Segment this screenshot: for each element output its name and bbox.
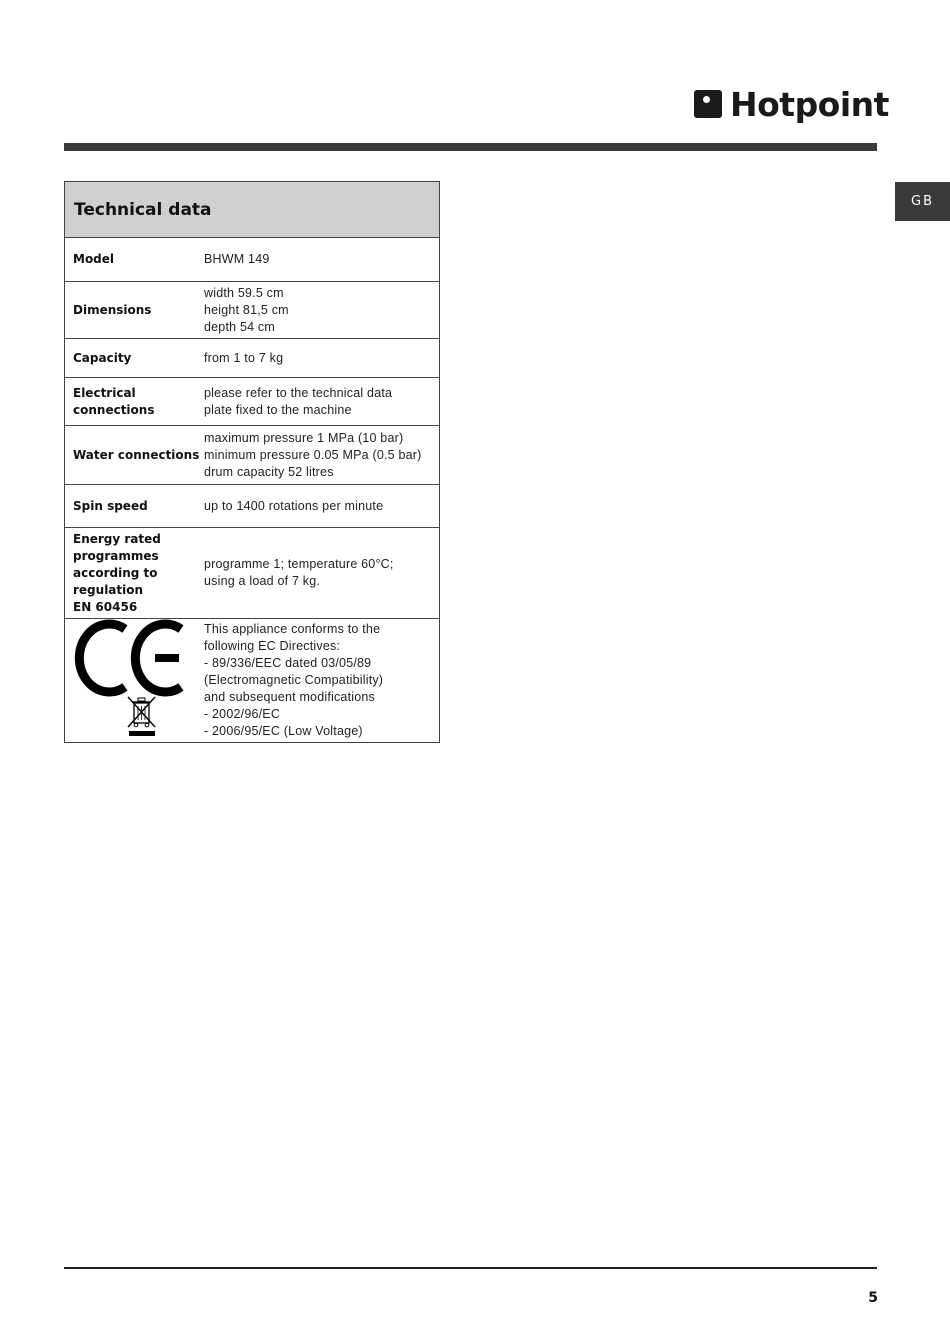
table-title: Technical data [74, 199, 212, 220]
row-value: programme 1; temperature 60°C; using a load of 7 kg. [204, 557, 394, 588]
row-label: Energy rated programmes according to regulation EN 60456 [73, 531, 161, 614]
table-row-model [65, 238, 439, 282]
table-row-conformity [65, 619, 439, 742]
weee-crossed-bin-icon [126, 694, 158, 739]
conformity-text: This appliance conforms to the following EC Directives: - 89/336/EEC dated 03/05/89 (Electromagnetic Compatibility) and subsequent modifications - 2002/96/EC - 2006/95/EC (Low Voltage) [204, 622, 384, 738]
table-row-spin-speed [65, 485, 439, 528]
row-value: from 1 to 7 kg [204, 350, 284, 365]
row-label: Model [73, 252, 115, 266]
row-label: Water connections [73, 447, 200, 462]
row-label: Electrical connections [73, 385, 155, 417]
header-rule [64, 143, 877, 151]
row-value: BHWM 149 [204, 252, 270, 266]
table-header [65, 182, 439, 238]
table-row-electrical [65, 378, 439, 426]
row-value: width 59.5 cm height 81,5 cm depth 54 cm [204, 285, 289, 334]
row-value: please refer to the technical data plate fixed to the machine [204, 385, 393, 417]
row-value: up to 1400 rotations per minute [204, 498, 384, 513]
table-row-dimensions [65, 282, 439, 339]
hotpoint-logo-icon [694, 90, 722, 118]
conformity-marks [65, 619, 204, 742]
table-row-water [65, 426, 439, 485]
row-label: Spin speed [73, 498, 148, 513]
language-tab: GB [895, 182, 950, 221]
technical-data-table [64, 181, 440, 743]
row-label: Capacity [73, 350, 132, 365]
page-number: 5 [868, 1290, 878, 1306]
brand-logo [694, 86, 889, 122]
table-row-capacity [65, 339, 439, 378]
table-row-energy [65, 528, 439, 619]
row-value: maximum pressure 1 MPa (10 bar) minimum pressure 0.05 MPa (0.5 bar) drum capacity 52 litres [204, 430, 422, 479]
row-label: Dimensions [73, 302, 152, 317]
footer-rule [64, 1267, 877, 1269]
brand-name: Hotpoint [730, 84, 889, 124]
